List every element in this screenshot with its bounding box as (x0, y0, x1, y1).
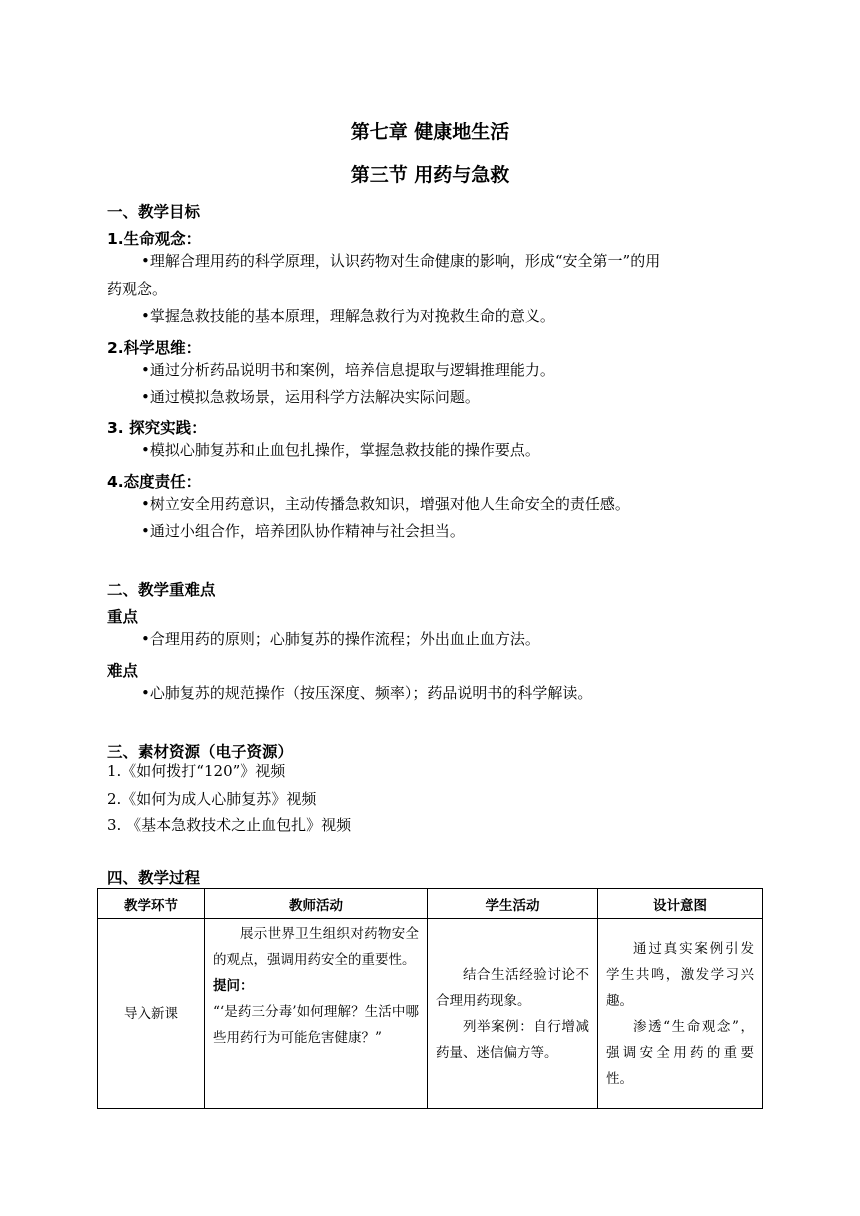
design-intent-cell (598, 919, 763, 1109)
heading-process: 四、教学过程 (107, 869, 201, 887)
question-label: 提问： (213, 978, 254, 994)
difficult-points-title: 难点 (107, 662, 139, 680)
goal-4-item: •通过小组合作，培养团队协作精神与社会担当。 (141, 522, 465, 540)
column-header: 教师活动 (205, 889, 428, 919)
goal-1-title: 1.生命观念： (107, 230, 202, 248)
table-row (98, 919, 763, 1109)
goal-1-item: •掌握急救技能的基本原理，理解急救行为对挽救生命的意义。 (141, 307, 555, 325)
goal-2-item: •通过分析药品说明书和案例，培养信息提取与逻辑推理能力。 (141, 361, 555, 379)
resource-item: 1.《如何拨打“120”》视频 (107, 762, 286, 780)
column-header: 设计意图 (598, 889, 763, 919)
goal-2-item: •通过模拟急救场景，运用科学方法解决实际问题。 (141, 388, 480, 406)
table-header-row (98, 889, 763, 919)
goal-1-item: •理解合理用药的科学原理，认识药物对生命健康的影响，形成“安全第一”的用 (141, 252, 661, 270)
column-header: 教学环节 (98, 889, 205, 919)
column-header: 学生活动 (428, 889, 598, 919)
student-activity-text: 列举案例：自行增减药量、迷信偏方等。 (436, 1018, 589, 1061)
teacher-question: “‘是药三分毒’如何理解？生活中哪些用药行为可能危害健康？” (213, 1004, 419, 1046)
teacher-activity-text: 展示世界卫生组织对药物安全的观点，强调用药安全的重要性。 (213, 926, 419, 968)
heading-key-difficult: 二、教学重难点 (107, 581, 216, 599)
key-points-item: •合理用药的原则；心肺复苏的操作流程；外出血止血方法。 (141, 630, 540, 648)
heading-resources: 三、素材资源（电子资源） (107, 743, 294, 761)
teaching-process-table (97, 888, 763, 1109)
difficult-points-item: •心肺复苏的规范操作（按压深度、频率）；药品说明书的科学解读。 (141, 684, 593, 702)
teacher-activity-cell (205, 919, 428, 1109)
stage-cell: 导入新课 (98, 919, 205, 1109)
student-activity-cell (428, 919, 598, 1109)
heading-objectives: 一、教学目标 (107, 203, 201, 221)
goal-3-title: 3. 探究实践： (107, 419, 207, 437)
key-points-title: 重点 (107, 608, 139, 626)
chapter-title: 第七章 健康地生活 (350, 121, 510, 143)
section-title: 第三节 用药与急救 (350, 164, 510, 186)
goal-4-title: 4.态度责任： (107, 473, 202, 491)
goal-4-item: •树立安全用药意识，主动传播急救知识，增强对他人生命安全的责任感。 (141, 495, 630, 513)
design-intent-text: 渗透“生命观念”，强调安全用药的重要性。 (606, 1018, 754, 1087)
design-intent-text: 通过真实案例引发学生共鸣，激发学习兴趣。 (606, 940, 754, 1009)
resource-item: 2.《如何为成人心肺复苏》视频 (107, 790, 317, 808)
resource-item: 3. 《基本急救技术之止血包扎》视频 (107, 816, 352, 834)
goal-2-title: 2.科学思维： (107, 339, 202, 357)
goal-1-item-cont: 药观念。 (107, 280, 168, 298)
student-activity-text: 结合生活经验讨论不合理用药现象。 (436, 966, 589, 1009)
goal-3-item: •模拟心肺复苏和止血包扎操作，掌握急救技能的操作要点。 (141, 441, 540, 459)
